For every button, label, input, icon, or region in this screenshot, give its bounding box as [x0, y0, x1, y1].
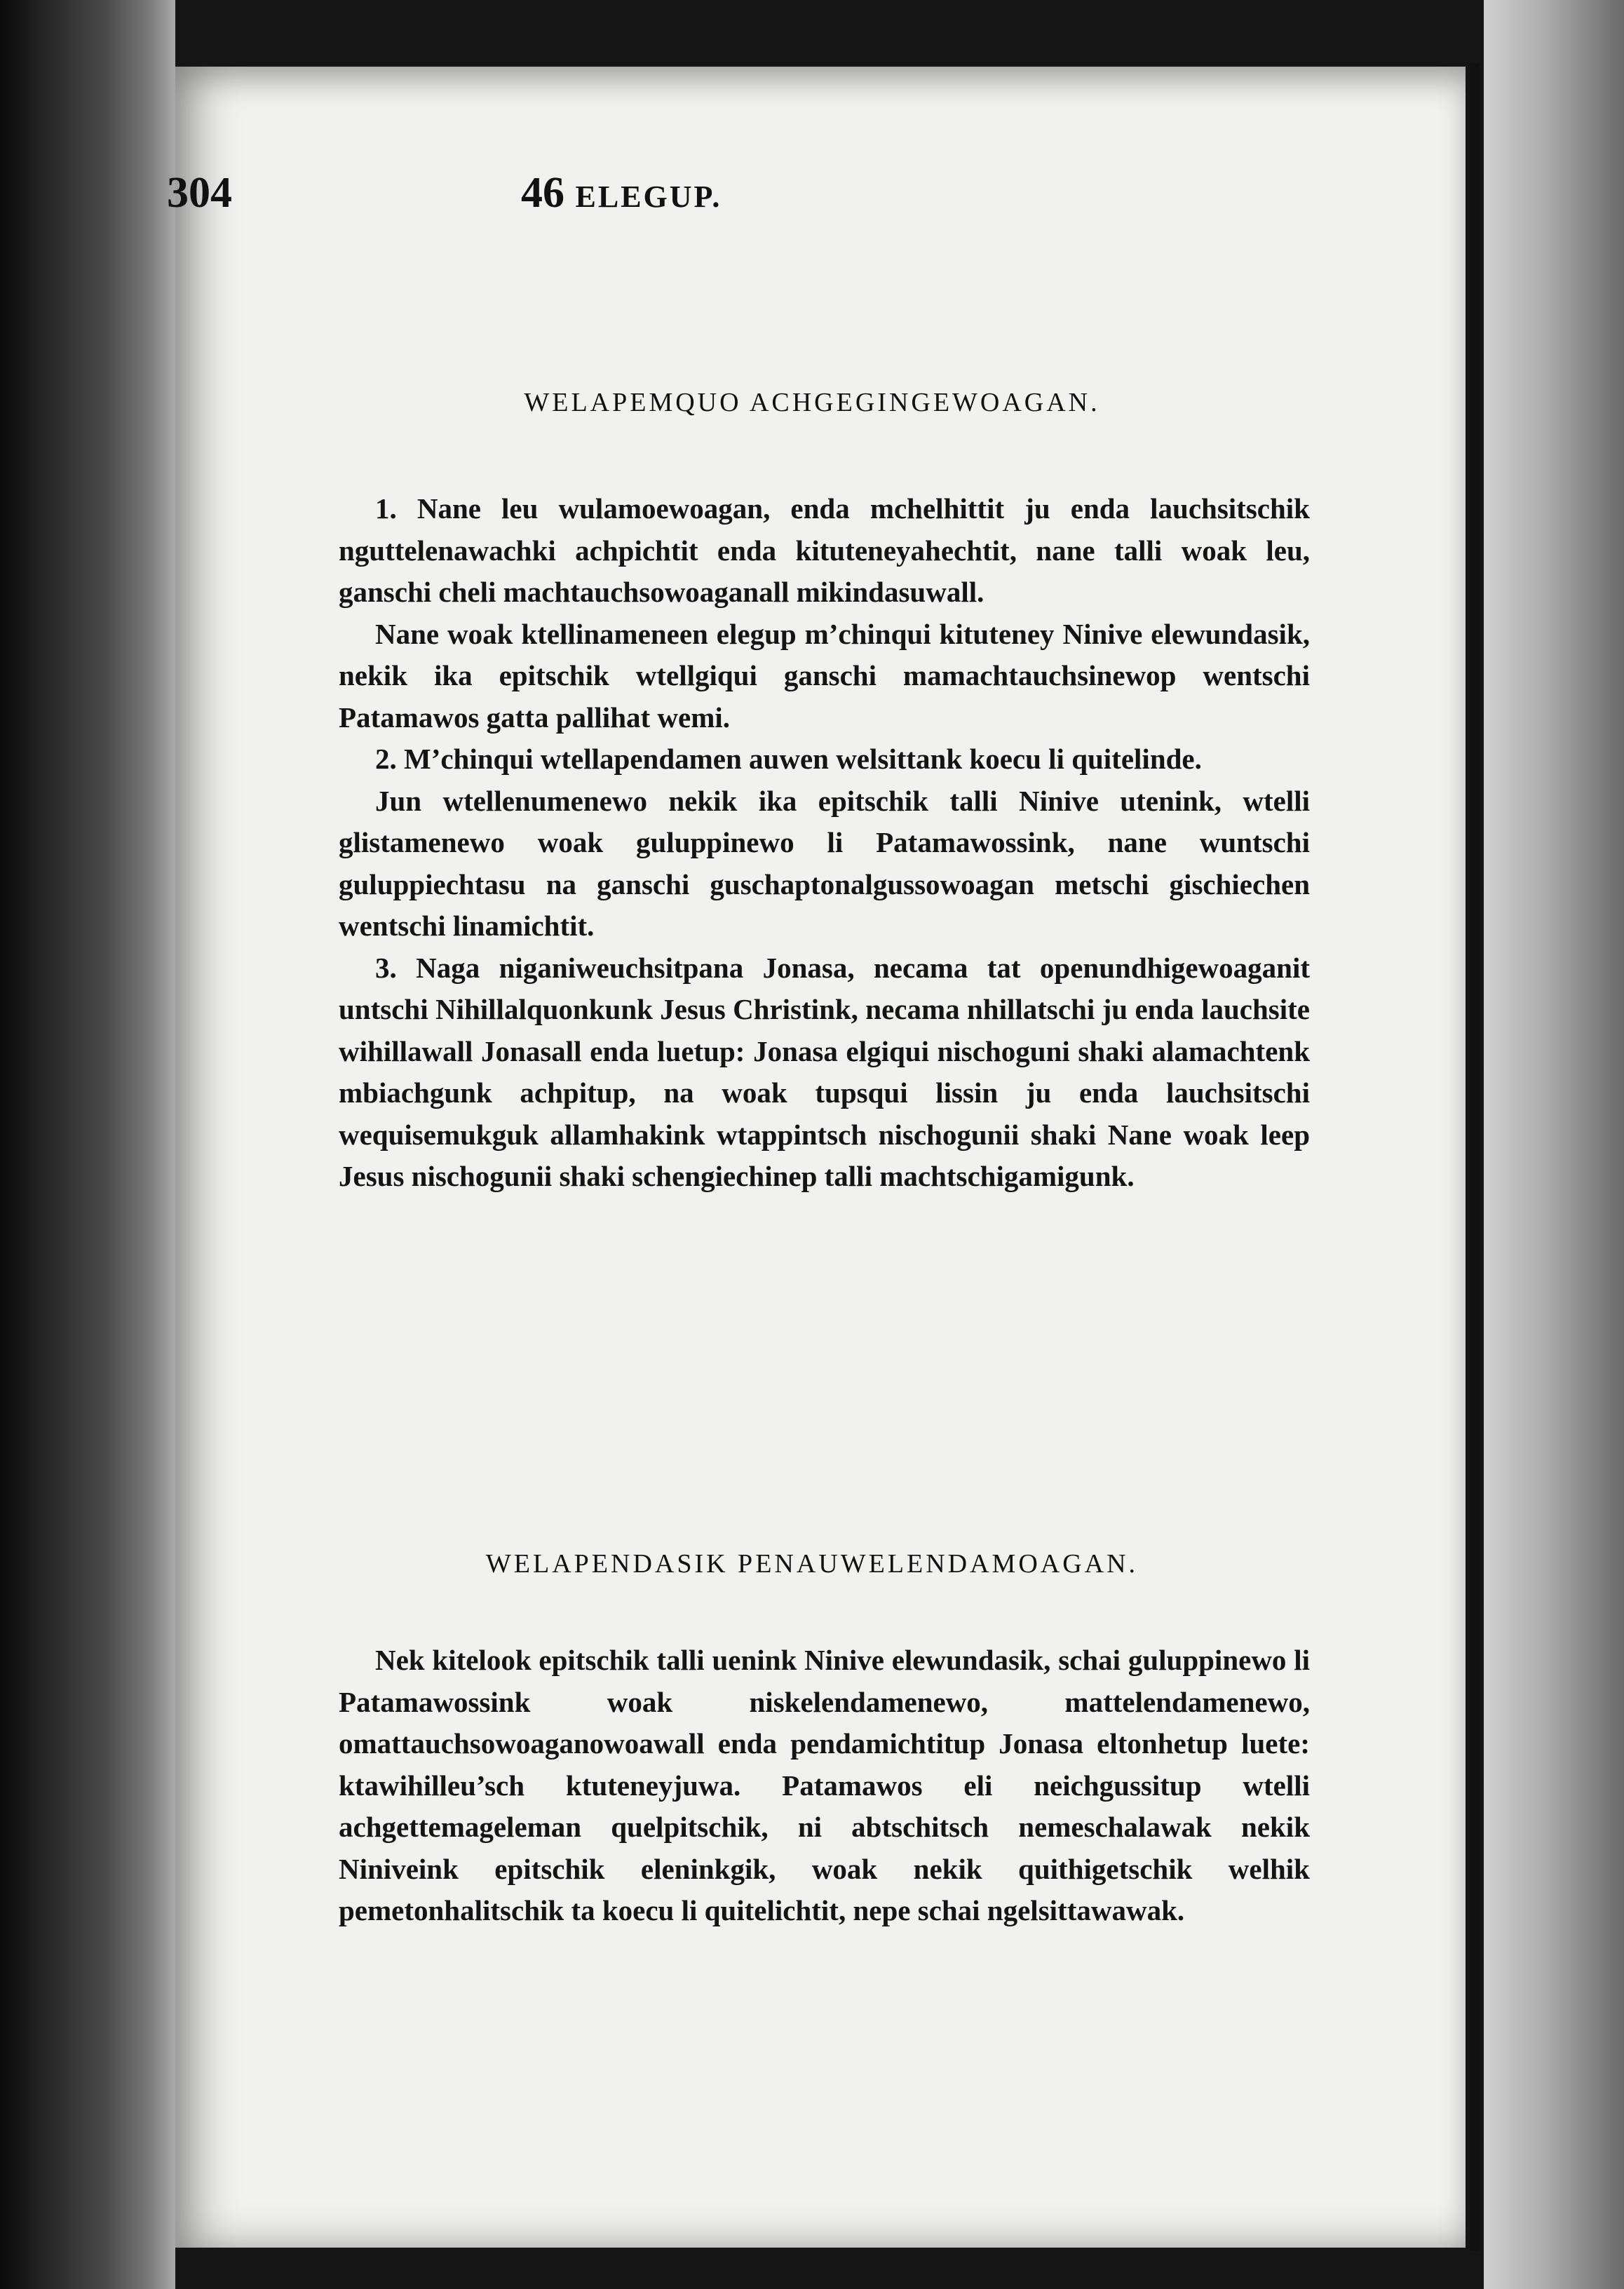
paragraph: 2. M’chinqui wtellapendamen auwen welsittank koecu li quitelinde.	[375, 743, 1202, 775]
running-head-number: 46	[521, 169, 564, 217]
section-title: WELAPENDASIK PENAUWELENDAMOAGAN.	[485, 1549, 1139, 1579]
section-title: WELAPEMQUO ACHGEGINGEWOAGAN.	[524, 388, 1100, 417]
paragraph: 3. Naga niganiweuchsitpana Jonasa, necama tat openundhigewoaganit untschi Nihillalquonkunk Jesus Christink, necama nhillatschi ju enda lauchsite wihillawall Jonasall enda luetup: Jonasa elgiqui nischoguni shaki alamachtenk mbiachgunk achpitup, na woak tupsqui lissin ju enda lauchsitschi wequisemukguk allamhakink wtappintsch nischogunii shaki Nane woak leep Jesus nischogunii shaki schengiechinep talli machtschigamigunk.	[339, 951, 1310, 1192]
paragraph: Nek kitelook epitschik talli uenink Ninive elewundasik, schai guluppinewo li Patamawossink woak niskelendamenewo, mattelendamenewo, omattauchsowoaganowoawall enda pendamichtitup Jonasa eltonhetup luete: ktawihilleu’sch ktuteneyjuwa. Patamawos eli neichgussitup wtelli achgettemageleman quelpitschik, ni abtschitsch nemeschalawak nekik Niniveink epitschik eleninkgik, woak nekik quithigetschik welhik pemetonhalitschik ta koecu li quitelichtit, nepe schai ngelsittawawak.	[339, 1644, 1310, 1926]
section-body	[339, 1640, 1310, 1932]
paragraph: Nane woak ktellinameneen elegup m’chinqui kituteney Ninive elewundasik, nekik ika epitschik wtellgiqui ganschi mamachtauchsinewop wentschi Patamawos gatta pallihat wemi.	[339, 617, 1310, 734]
page-number: 304	[167, 169, 232, 217]
running-head-word: ELEGUP.	[575, 180, 722, 214]
running-head	[521, 168, 722, 218]
scan-left-margin	[0, 0, 175, 2289]
paragraph: Jun wtellenumenewo nekik ika epitschik talli Ninive utenink, wtelli glistamenewo woak guluppinewo li Patamawossink, nane wuntschi guluppiechtasu na ganschi guschaptonalgussowoagan metschi gischiechen wentschi linamichtit.	[339, 784, 1310, 942]
section-body	[339, 488, 1310, 1198]
scan-right-margin	[1484, 0, 1624, 2289]
paragraph: 1. Nane leu wulamoewoagan, enda mchelhittit ju enda lauchsitschik nguttelenawachki achpichtit enda kituteneyahechtit, nane talli woak leu, ganschi cheli machtauchsowoaganall mikindasuwall.	[339, 492, 1310, 608]
